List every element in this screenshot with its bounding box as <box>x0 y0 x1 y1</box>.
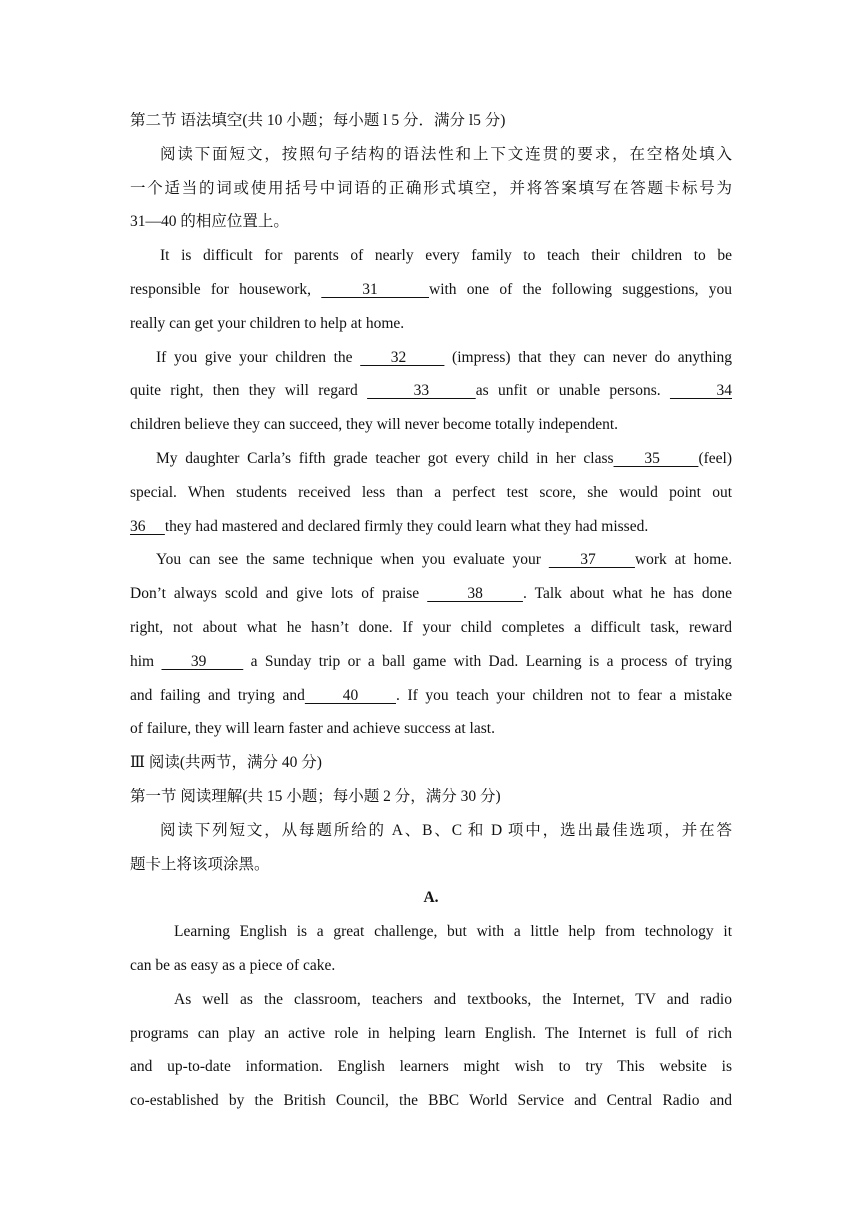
text-run: (feel) <box>698 449 732 467</box>
passage-line: As well as the classroom, teachers and textbooks, the Internet, TV and radio <box>174 990 732 1008</box>
blank-39[interactable]: 39 <box>161 652 244 670</box>
text-run: work at home. <box>634 551 732 569</box>
text-run: as unfit or unable persons. <box>475 382 670 400</box>
text-run: responsible for housework, <box>130 280 322 298</box>
text-run: My daughter Carla’s fifth grade teacher got every child in her class <box>156 449 614 467</box>
blank-31[interactable]: 31 <box>321 280 429 298</box>
passage-line: special. When students received less than a perfect test score, she would point out <box>130 483 732 501</box>
passage-line: can be as easy as a piece of cake. <box>130 956 336 974</box>
part-heading-reading: Ⅲ 阅读(共两节，满分 40 分) <box>130 754 322 772</box>
passage-line: It is difficult for parents of nearly every family to teach their children to be <box>160 247 732 265</box>
instruction-line: 阅读下列短文，从每题所给的 A、B、C 和 D 项中，选出最佳选项，并在答 <box>160 821 732 839</box>
text-run: . Talk about what he has done <box>522 585 732 603</box>
text-run: with one of the following suggestions, you <box>429 280 732 298</box>
document-page <box>130 104 732 1118</box>
blank-38[interactable]: 38 <box>427 585 523 603</box>
passage-line: Learning English is a great challenge, but with a little help from technology it <box>174 923 732 941</box>
text-run: If you give your children the <box>156 348 361 366</box>
blank-40[interactable]: 40 <box>304 686 396 704</box>
passage-line <box>130 543 732 577</box>
blank-37[interactable]: 37 <box>548 551 635 569</box>
blank-32[interactable]: 32 <box>360 348 445 366</box>
passage-line: really can get your children to help at home. <box>130 314 405 332</box>
section-heading-comprehension: 第一节 阅读理解(共 15 小题；每小题 2 分，满分 30 分) <box>130 787 501 805</box>
passage-line: right, not about what he hasn’t done. If your child completes a difficult task, reward <box>130 618 732 636</box>
blank-33[interactable]: 33 <box>367 382 476 400</box>
text-run: and failing and trying and <box>130 686 305 704</box>
passage-title: A. <box>423 889 439 907</box>
passage-line: and up-to-date information. English learners might wish to try This website is <box>130 1058 732 1076</box>
instruction-line: 阅读下面短文，按照句子结构的语法性和上下文连贯的要求，在空格处填入 <box>160 145 732 163</box>
text-run: Don’t always scold and give lots of praise <box>130 585 428 603</box>
blank-35[interactable]: 35 <box>613 449 699 467</box>
passage-line <box>130 510 732 544</box>
instruction-line: 题卡上将该项涂黑。 <box>130 855 270 873</box>
section-heading-grammar: 第二节 语法填空(共 10 小题；每小题 l 5 分．满分 l5 分) <box>130 112 506 129</box>
passage-line: programs can play an active role in helping learn English. The Internet is full of rich <box>130 1024 732 1042</box>
passage-line <box>130 341 732 375</box>
passage-line <box>130 679 732 713</box>
text-run: him <box>130 652 162 670</box>
passage-line <box>130 374 732 408</box>
passage-line: of failure, they will learn faster and achieve success at last. <box>130 720 495 738</box>
blank-34[interactable]: 34 <box>669 382 732 400</box>
instruction-line: 一个适当的词或使用括号中词语的正确形式填空，并将答案填写在答题卡标号为 <box>130 179 732 197</box>
passage-line <box>130 577 732 611</box>
text-run: a Sunday trip or a ball game with Dad. Learning is a process of trying <box>243 652 733 670</box>
passage-line: co-established by the British Council, the BBC World Service and Central Radio and <box>130 1092 732 1110</box>
text-run: they had mastered and declared firmly they could learn what they had missed. <box>164 517 649 535</box>
passage-line <box>130 442 732 476</box>
passage-line <box>130 273 732 307</box>
text-run: quite right, then they will regard <box>130 382 368 400</box>
passage-line <box>130 645 732 679</box>
passage-line: children believe they can succeed, they will never become totally independent. <box>130 416 619 434</box>
text-run: . If you teach your children not to fear a mistake <box>396 686 732 704</box>
instruction-line: 31—40 的相应位置上。 <box>130 213 289 231</box>
text-run: (impress) that they can never do anything <box>444 348 733 366</box>
blank-36[interactable]: 36 <box>130 517 165 535</box>
text-run: You can see the same technique when you evaluate your <box>156 551 549 569</box>
